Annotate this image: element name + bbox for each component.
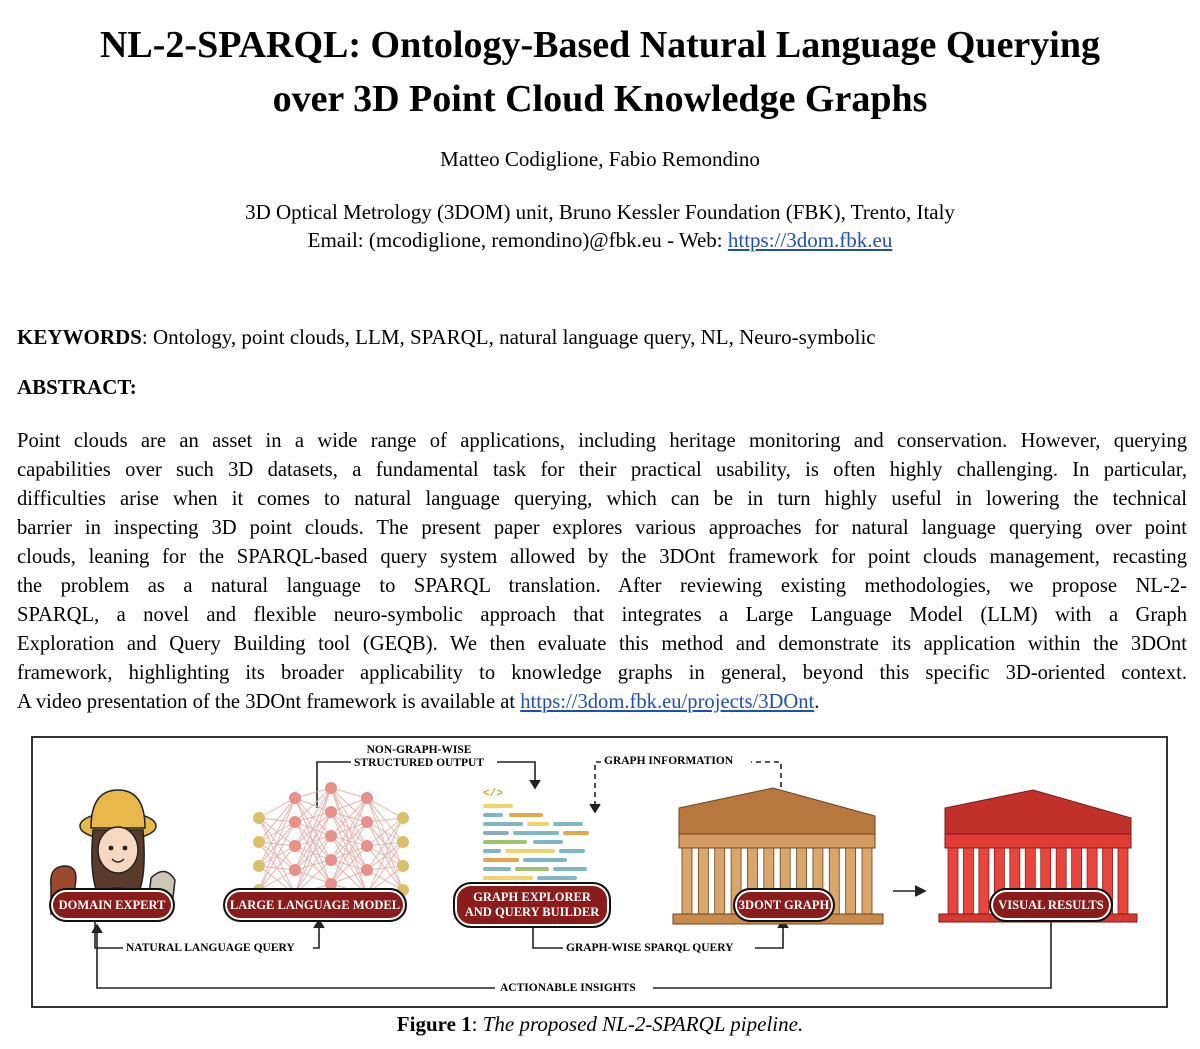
- nn-neuron: [253, 836, 265, 848]
- abstract-last-line: [17, 688, 1187, 717]
- caption-text: The proposed NL-2-SPARQL pipeline.: [482, 1012, 804, 1036]
- nn-neuron: [253, 860, 265, 872]
- code-line: [553, 822, 583, 826]
- abstract-heading: ABSTRACT:: [17, 375, 137, 399]
- nn-connection: [331, 798, 367, 860]
- abstract-line: Point clouds are an asset in a wide range of applications, including heritage monitoring and conservation. However, querying: [17, 430, 1187, 452]
- pipeline-figure: [31, 736, 1168, 1008]
- arrowhead: [530, 780, 540, 788]
- temple-column: [698, 848, 708, 914]
- arrowhead: [915, 886, 925, 896]
- code-line: [483, 804, 513, 808]
- pill-geqb-line2: AND QUERY BUILDER: [464, 905, 600, 919]
- abstract-line: Exploration and Query Building tool (GEQB). We then evaluate this method and demonstrate its application within the 3DOnt: [17, 633, 1187, 655]
- nn-neuron: [325, 830, 337, 842]
- code-line: [505, 849, 555, 853]
- nn-neuron: [361, 840, 373, 852]
- abstract-line: capabilities over such 3D datasets, a fundamental task for their practical usability, is often highly challenging. In particular,: [17, 459, 1187, 481]
- nn-neuron: [397, 812, 409, 824]
- code-line: [537, 876, 577, 880]
- contact-line: [0, 226, 1200, 254]
- temple-column: [846, 848, 856, 914]
- pill-large-language-model: LARGE LANGUAGE MODEL: [223, 888, 407, 922]
- code-line: [563, 831, 589, 835]
- email-text: Email: (mcodiglione, remondino)@fbk.eu - Web:: [307, 228, 728, 252]
- video-link[interactable]: https://3dom.fbk.eu/projects/3DOnt: [520, 691, 815, 713]
- caption-label: Figure 1: [396, 1012, 472, 1036]
- abstract: [17, 427, 1187, 717]
- code-line: [483, 840, 527, 844]
- title-line-1: NL-2-SPARQL: Ontology-Based Natural Language Querying: [99, 24, 1100, 66]
- code-line: [553, 867, 587, 871]
- temple-column: [715, 848, 725, 914]
- code-line: [527, 822, 549, 826]
- nn-connection: [331, 822, 367, 884]
- paper-title: [0, 18, 1200, 126]
- code-line: [515, 867, 549, 871]
- temple-column: [979, 848, 989, 914]
- nn-neuron: [361, 864, 373, 876]
- nn-neuron: [289, 840, 301, 852]
- label-natural-language-query: NATURAL LANGUAGE QUERY: [123, 942, 298, 955]
- code-line: [483, 831, 509, 835]
- web-link[interactable]: https://3dom.fbk.eu: [727, 228, 893, 252]
- code-line: [483, 849, 501, 853]
- code-line: [513, 831, 559, 835]
- title-line-2: over 3D Point Cloud Knowledge Graphs: [272, 78, 928, 120]
- pill-visual-results: VISUAL RESULTS: [989, 888, 1113, 922]
- label-non-graph-wise: [351, 744, 487, 770]
- label-non-graph-line1: NON-GRAPH-WISE: [366, 744, 472, 756]
- code-line: [483, 822, 523, 826]
- figure-artwork: [33, 738, 1166, 1006]
- code-line: [483, 867, 511, 871]
- abstract-line: the problem as a natural language to SPARQL translation. After reviewing existing methodologies, we propose NL-2-: [17, 575, 1187, 597]
- abstract-last-suffix: .: [814, 691, 820, 713]
- code-line: [523, 858, 567, 862]
- affiliation: 3D Optical Metrology (3DOM) unit, Bruno Kessler Foundation (FBK), Trento, Italy: [245, 200, 955, 224]
- code-line: [533, 840, 563, 844]
- pill-domain-expert: DOMAIN EXPERT: [49, 888, 175, 922]
- arrowhead: [590, 804, 600, 812]
- abstract-line: barrier in inspecting 3D point clouds. The present paper explores various approaches for natural language querying over point: [17, 517, 1187, 539]
- keywords-text: : Ontology, point clouds, LLM, SPARQL, natural language query, NL, Neuro-symbolic: [141, 325, 876, 349]
- code-document-illustration: [483, 804, 589, 889]
- nn-neuron: [289, 792, 301, 804]
- label-sparql-query: GRAPH-WISE SPARQL QUERY: [563, 942, 736, 955]
- nn-neuron: [325, 854, 337, 866]
- figure-caption: [0, 1012, 1200, 1037]
- nn-neuron: [325, 806, 337, 818]
- pill-graph-explorer: [453, 882, 611, 928]
- code-line: [483, 858, 519, 862]
- abstract-line: difficulties arise when it comes to natural language querying, which can be in turn highly useful in lowering the technical: [17, 488, 1187, 510]
- affiliation-block: [0, 198, 1200, 254]
- neural-network-neurons: [253, 782, 409, 900]
- temple-column: [963, 848, 973, 914]
- abstract-last-prefix: A video presentation of the 3DOnt framework is available at: [17, 691, 521, 713]
- abstract-line: SPARQL, a novel and flexible neuro-symbolic approach that integrates a Large Language Model (LLM) with a Graph: [17, 604, 1187, 626]
- code-line: [483, 876, 533, 880]
- pill-geqb-line1: GRAPH EXPLORER: [473, 890, 591, 904]
- abstract-line: framework, highlighting its broader applicability to knowledge graphs in general, beyond this specific 3D-oriented context.: [17, 662, 1187, 684]
- nn-neuron: [397, 836, 409, 848]
- caption-colon: :: [471, 1012, 483, 1036]
- keywords: [17, 325, 1187, 350]
- abstract-line: clouds, leaning for the SPARQL-based query system allowed by the 3DOnt framework for point clouds management, recasting: [17, 546, 1187, 568]
- nn-neuron: [397, 860, 409, 872]
- nn-neuron: [361, 816, 373, 828]
- nn-neuron: [289, 864, 301, 876]
- label-actionable-insights: ACTIONABLE INSIGHTS: [497, 982, 639, 995]
- code-line: [483, 813, 503, 817]
- code-tag-icon: </>: [483, 788, 503, 800]
- code-line: [559, 849, 585, 853]
- temple-column: [1118, 848, 1128, 914]
- temple-column: [948, 848, 958, 914]
- label-non-graph-line2: STRUCTURED OUTPUT: [354, 757, 485, 769]
- nn-neuron: [289, 816, 301, 828]
- code-line: [509, 813, 543, 817]
- nn-neuron: [325, 782, 337, 794]
- label-graph-information: GRAPH INFORMATION: [601, 755, 736, 768]
- pill-3dont-graph: 3DONT GRAPH: [733, 888, 835, 922]
- arrowhead: [92, 925, 102, 933]
- nn-neuron: [253, 812, 265, 824]
- keywords-label: KEYWORDS: [17, 325, 142, 349]
- temple-column: [682, 848, 692, 914]
- nn-neuron: [361, 792, 373, 804]
- temple-column: [862, 848, 872, 914]
- authors: Matteo Codiglione, Fabio Remondino: [440, 147, 760, 171]
